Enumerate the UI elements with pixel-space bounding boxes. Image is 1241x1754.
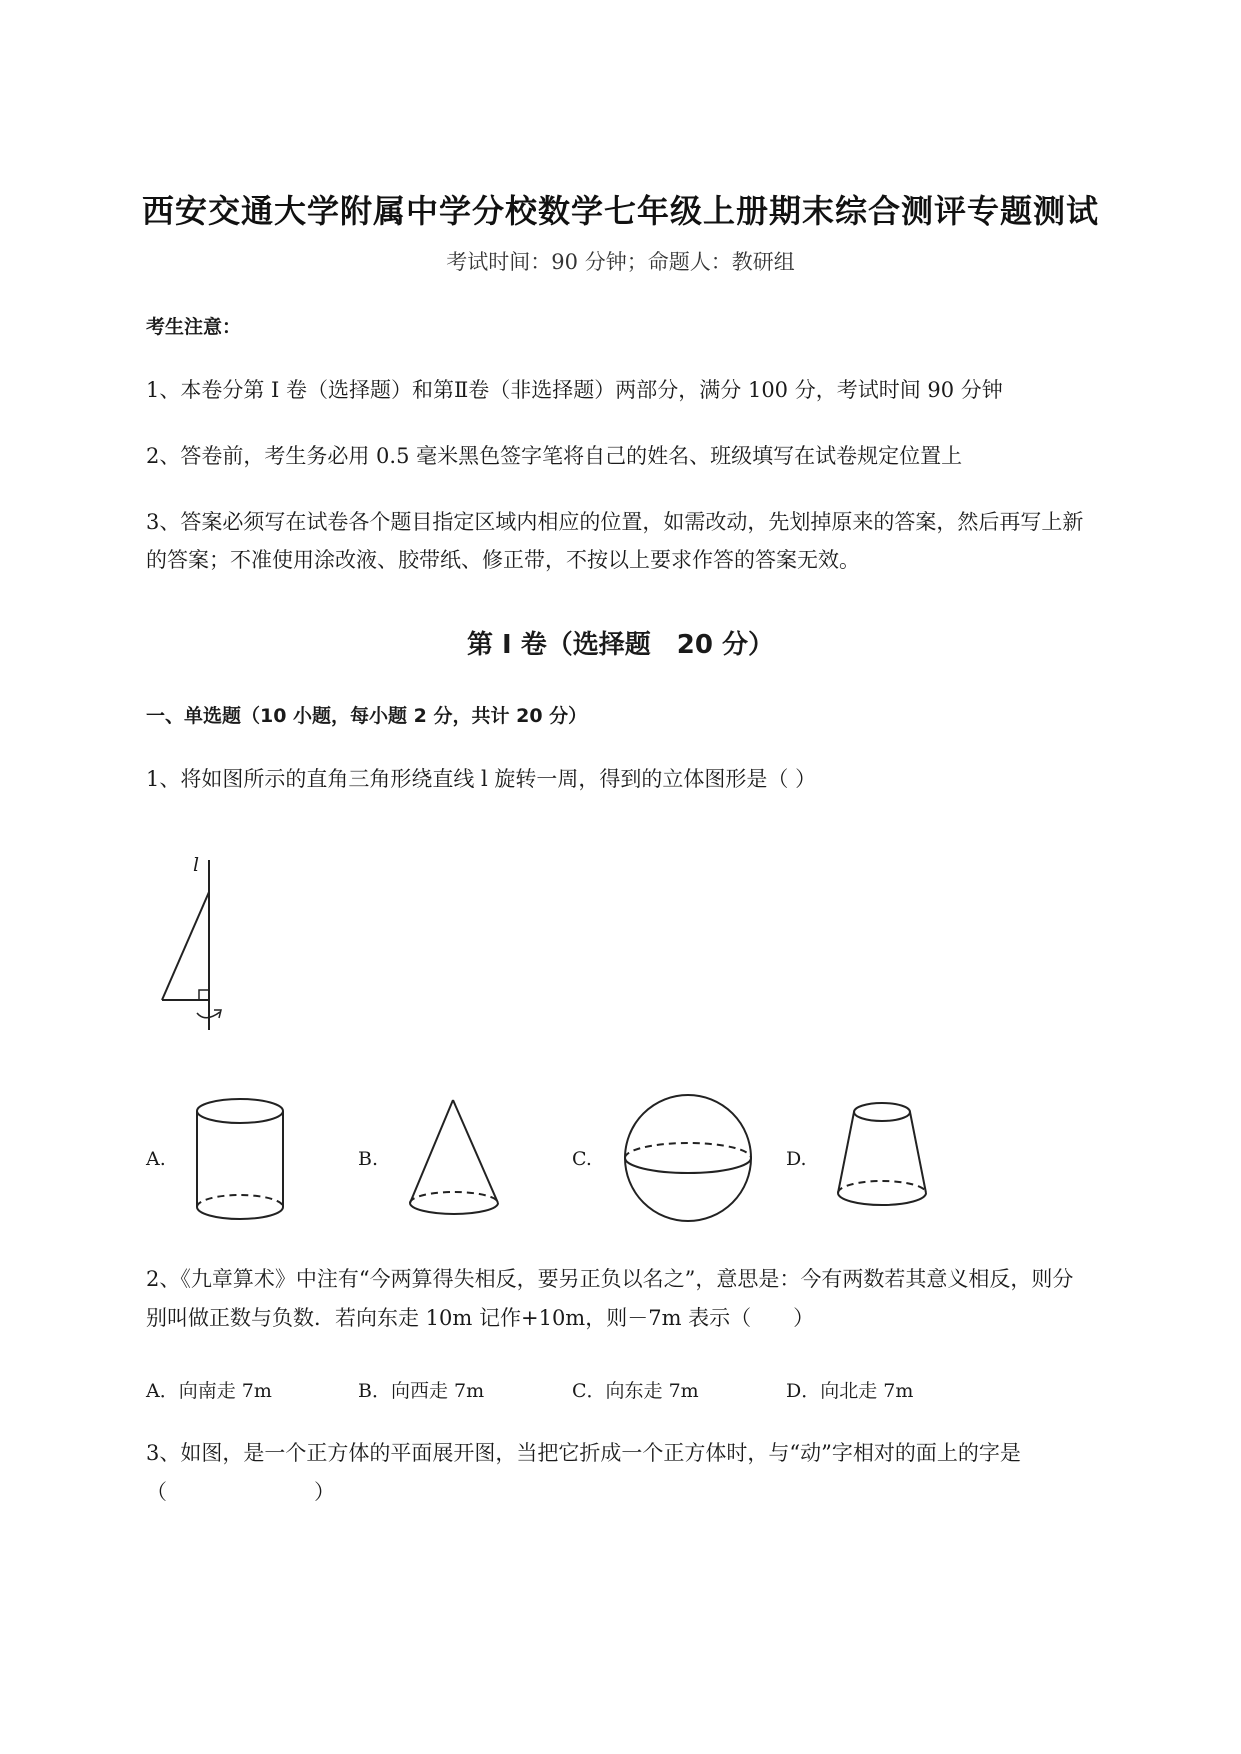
frustum-shape	[832, 1098, 932, 1218]
question-3-stem: （ ）	[146, 1480, 335, 1504]
question-2-stem: 2、《九章算术》中注有“今两算得失相反，要另正负以名之”，意思是：今有两数若其意义相反，则分	[146, 1267, 1074, 1291]
option-a[interactable]: A．向南走 7m	[146, 1380, 272, 1402]
question-3-stem: 3、如图，是一个正方体的平面展开图，当把它折成一个正方体时，与“动”字相对的面上的字是	[146, 1441, 1021, 1465]
exam-title: 西安交通大学附属中学分校数学七年级上册期末综合测评专题测试	[141, 192, 1099, 230]
option-d-label[interactable]: D.	[786, 1148, 807, 1170]
question-1-stem: 1、将如图所示的直角三角形绕直线 l 旋转一周，得到的立体图形是（ ）	[146, 767, 817, 791]
sphere-shape	[620, 1090, 756, 1226]
part-heading: 一、单选题（10 小题，每小题 2 分，共计 20 分）	[146, 705, 588, 727]
question-2-stem: 别叫做正数与负数．若向东走 10m 记作+10m，则－7m 表示（ ）	[146, 1306, 815, 1330]
option-c-label[interactable]: C.	[572, 1148, 592, 1170]
section-title: 第 I 卷（选择题 20 分）	[466, 630, 774, 660]
notice-item: 2、答卷前，考生务必用 0.5 毫米黑色签字笔将自己的姓名、班级填写在试卷规定位置上	[146, 444, 963, 468]
line-l-label: l	[193, 854, 200, 876]
notice-item: 的答案；不准使用涂改液、胶带纸、修正带，不按以上要求作答的答案无效。	[146, 548, 860, 572]
cylinder-shape	[190, 1095, 290, 1225]
exam-subtitle: 考试时间：90 分钟；命题人：教研组	[446, 250, 795, 274]
notice-item: 3、答案必须写在试卷各个题目指定区域内相应的位置，如需改动，先划掉原来的答案，然后再写上新	[146, 510, 1084, 534]
notice-item: 1、本卷分第 I 卷（选择题）和第Ⅱ卷（非选择题）两部分，满分 100 分，考试时间 90 分钟	[146, 378, 1003, 402]
cone-shape	[405, 1095, 505, 1225]
option-b[interactable]: B．向西走 7m	[358, 1380, 485, 1402]
option-c[interactable]: C．向东走 7m	[572, 1380, 699, 1402]
option-a-label[interactable]: A.	[146, 1148, 166, 1170]
notice-heading: 考生注意：	[146, 316, 242, 338]
option-d[interactable]: D．向北走 7m	[786, 1380, 914, 1402]
option-b-label[interactable]: B.	[358, 1148, 379, 1170]
